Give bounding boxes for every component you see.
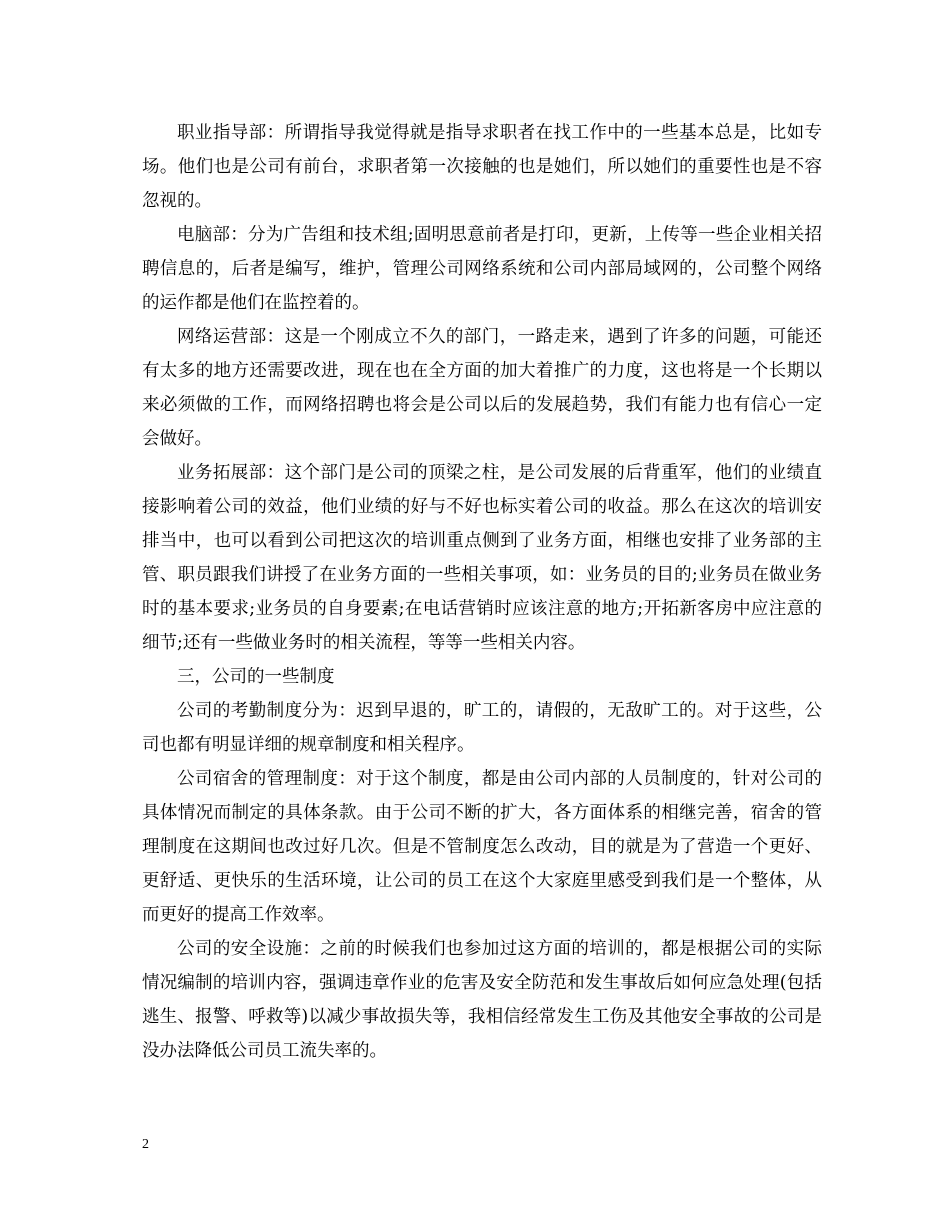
paragraph-safety-facilities: 公司的安全设施：之前的时候我们也参加过这方面的培训的，都是根据公司的实际情况编制的培训内容，强调违章作业的危害及安全防范和发生事故后如何应急处理(包括逃生、报警、呼救等)以减少事故损失等，我相信经常发生工伤及其他安全事故的公司是没办法降低公司员工流失率的。 xyxy=(142,939,822,1061)
paragraph-dormitory-rules: 公司宿舍的管理制度：对于这个制度，都是由公司内部的人员制度的，针对公司的具体情况而制定的具体条款。由于公司不断的扩大，各方面体系的相继完善，宿舍的管理制度在这期间也改过好几次。但是不管制度怎么改动，目的就是为了营造一个更好、更舒适、更快乐的生活环境，让公司的员工在这个大家庭里感受到我们是一个整体，从而更好的提高工作效率。 xyxy=(142,769,822,925)
paragraph-computer-dept: 电脑部：分为广告组和技术组;固明思意前者是打印，更新，上传等一些企业相关招聘信息的，后者是编写，维护，管理公司网络系统和公司内部局域网的，公司整个网络的运作都是他们在监控着的。 xyxy=(142,225,822,313)
paragraph-network-operations: 网络运营部：这是一个刚成立不久的部门，一路走来，遇到了许多的问题，可能还有太多的地方还需要改进，现在也在全方面的加大着推广的力度，这也将是一个长期以来必须做的工作，而网络招聘也将会是公司以后的发展趋势，我们有能力也有信心一定会做好。 xyxy=(142,327,822,449)
paragraph-attendance-rules: 公司的考勤制度分为：迟到早退的，旷工的，请假的，无敌旷工的。对于这些，公司也都有明显详细的规章制度和相关程序。 xyxy=(142,701,822,755)
page-number: 2 xyxy=(142,1137,149,1152)
paragraph-business-expansion: 业务拓展部：这个部门是公司的顶梁之柱，是公司发展的后背重军，他们的业绩直接影响着公司的效益，他们业绩的好与不好也标实着公司的收益。那么在这次的培训安排当中，也可以看到公司把这次的培训重点侧到了业务方面，相继也安排了业务部的主管、职员跟我们讲授了在业务方面的一些相关事项，如：业务员的目的;业务员在做业务时的基本要求;业务员的自身要素;在电话营销时应该注意的地方;开拓新客房中应注意的细节;还有一些做业务时的相关流程，等等一些相关内容。 xyxy=(142,463,822,653)
document-body xyxy=(142,116,822,1068)
paragraph-career-guidance: 职业指导部：所谓指导我觉得就是指导求职者在找工作中的一些基本总是，比如专场。他们也是公司有前台，求职者第一次接触的也是她们，所以她们的重要性也是不容忽视的。 xyxy=(142,123,822,211)
section-heading-company-rules: 三，公司的一些制度 xyxy=(177,667,335,687)
